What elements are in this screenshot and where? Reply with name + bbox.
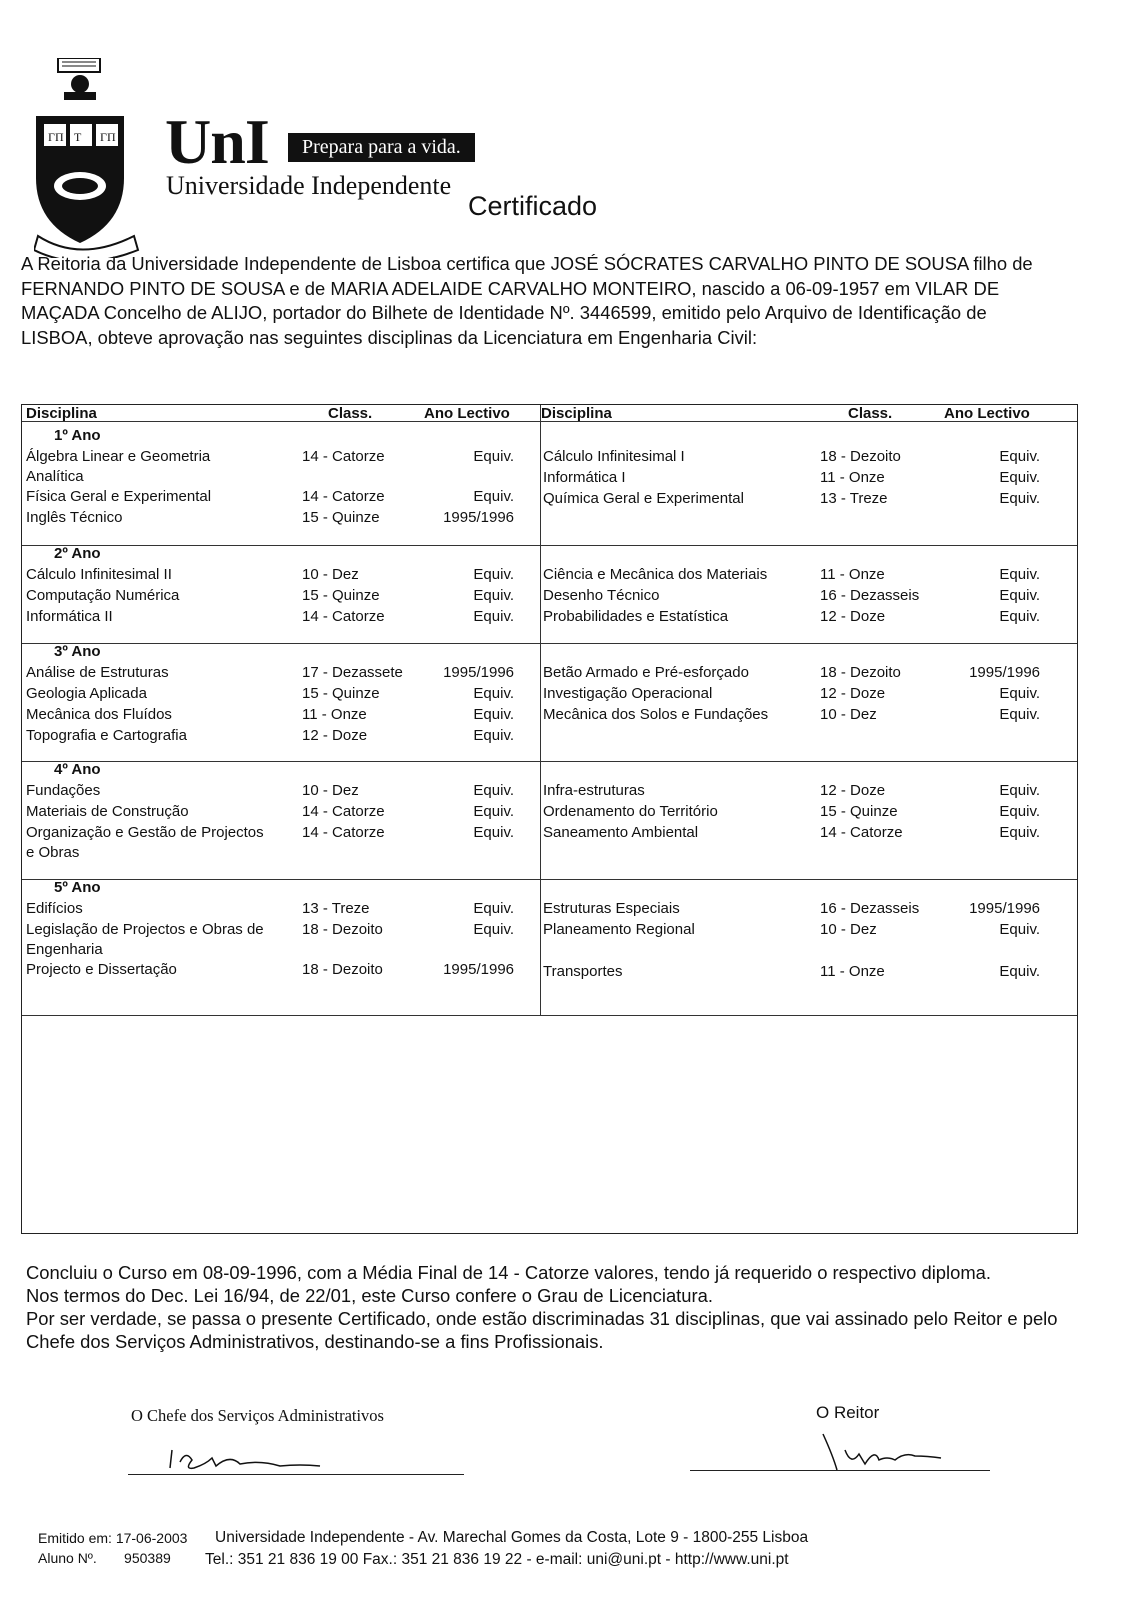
- header-class-right: Class.: [848, 405, 893, 422]
- aluno-value: 950389: [124, 1550, 171, 1566]
- discipline-grade: 14 - Catorze: [302, 824, 385, 841]
- discipline-grade: 16 - Dezasseis: [820, 900, 920, 917]
- university-address: [205, 1527, 808, 1571]
- discipline-grade: 18 - Dezoito: [820, 664, 901, 681]
- discipline-year: 1995/1996: [443, 961, 514, 978]
- discipline-grade: 18 - Dezoito: [302, 961, 383, 978]
- discipline-name: Organização e Gestão de Projectos e Obras: [26, 824, 264, 861]
- discipline-name: Inglês Técnico: [26, 509, 123, 526]
- discipline-year: 1995/1996: [969, 900, 1040, 917]
- year-divider: [22, 545, 1077, 546]
- discipline-name: Química Geral e Experimental: [543, 490, 744, 507]
- signature-line-rector: [690, 1470, 990, 1471]
- header-disciplina-right: Disciplina: [541, 405, 612, 422]
- discipline-name: Saneamento Ambiental: [543, 824, 699, 841]
- discipline-name: Mecânica dos Solos e Fundações: [543, 706, 769, 723]
- discipline-year: Equiv.: [999, 587, 1040, 604]
- discipline-year: Equiv.: [473, 448, 514, 465]
- discipline-name: Ciência e Mecânica dos Materiais: [543, 566, 768, 583]
- discipline-grade: 10 - Dez: [302, 782, 359, 799]
- discipline-year: Equiv.: [999, 490, 1040, 507]
- discipline-year: Equiv.: [999, 566, 1040, 583]
- discipline-grade: 10 - Dez: [820, 921, 877, 938]
- discipline-name: Mecânica dos Fluídos: [26, 706, 172, 723]
- discipline-year: Equiv.: [473, 803, 514, 820]
- discipline-grade: 13 - Treze: [302, 900, 370, 917]
- discipline-name: Planeamento Regional: [543, 921, 695, 938]
- grades-table: [21, 404, 1078, 1234]
- svg-text:T: T: [74, 130, 82, 144]
- discipline-year: Equiv.: [473, 706, 514, 723]
- address-line: Universidade Independente - Av. Marechal Gomes da Costa, Lote 9 - 1800-255 Lisboa: [215, 1529, 809, 1546]
- discipline-year: Equiv.: [999, 469, 1040, 486]
- discipline-grade: 12 - Doze: [820, 782, 886, 799]
- issue-info: [38, 1528, 187, 1568]
- discipline-grade: 12 - Doze: [302, 727, 368, 744]
- discipline-name: Cálculo Infinitesimal II: [26, 566, 172, 583]
- aluno-label: Aluno Nº.: [38, 1550, 97, 1566]
- discipline-grade: 11 - Onze: [820, 963, 885, 980]
- document-title: Certificado: [468, 191, 598, 221]
- discipline-name: Geologia Aplicada: [26, 685, 147, 702]
- discipline-name: Análise de Estruturas: [26, 664, 169, 681]
- discipline-grade: 15 - Quinze: [820, 803, 898, 820]
- discipline-grade: 11 - Onze: [820, 469, 885, 486]
- discipline-year: Equiv.: [473, 566, 514, 583]
- year-divider: [22, 1015, 1077, 1016]
- year-label: 3º Ano: [54, 643, 101, 660]
- svg-text:ΓΠ: ΓΠ: [48, 130, 64, 144]
- header-disciplina-left: Disciplina: [26, 405, 97, 422]
- discipline-year: Equiv.: [473, 900, 514, 917]
- year-label: 2º Ano: [54, 545, 101, 562]
- discipline-name: Cálculo Infinitesimal I: [543, 448, 685, 465]
- discipline-grade: 14 - Catorze: [302, 803, 385, 820]
- discipline-name: Computação Numérica: [26, 587, 180, 604]
- discipline-grade: 14 - Catorze: [302, 448, 385, 465]
- discipline-name: Betão Armado e Pré-esforçado: [543, 664, 749, 681]
- closing-line-2: Nos termos do Dec. Lei 16/94, de 22/01, este Curso confere o Grau de Licenciatura.: [26, 1285, 713, 1306]
- discipline-grade: 10 - Dez: [302, 566, 359, 583]
- discipline-grade: 14 - Catorze: [820, 824, 903, 841]
- discipline-grade: 15 - Quinze: [302, 685, 380, 702]
- discipline-year: Equiv.: [473, 921, 514, 938]
- contacts-line: Tel.: 351 21 836 19 00 Fax.: 351 21 836 19 22 - e-mail: uni@uni.pt - http://www.uni.pt: [205, 1551, 789, 1568]
- discipline-year: Equiv.: [473, 824, 514, 841]
- discipline-name: Probabilidades e Estatística: [543, 608, 729, 625]
- discipline-year: Equiv.: [999, 685, 1040, 702]
- year-divider: [22, 761, 1077, 762]
- brand-logo-text: UnI: [165, 106, 269, 177]
- discipline-name: Fundações: [26, 782, 101, 799]
- discipline-grade: 18 - Dezoito: [820, 448, 901, 465]
- discipline-name: Edifícios: [26, 900, 83, 917]
- discipline-year: 1995/1996: [443, 509, 514, 526]
- discipline-grade: 18 - Dezoito: [302, 921, 383, 938]
- signature-line-admin: [128, 1474, 464, 1475]
- discipline-name: Topografia e Cartografia: [26, 727, 187, 744]
- discipline-name: Transportes: [543, 963, 623, 980]
- discipline-grade: 15 - Quinze: [302, 509, 380, 526]
- header-ano-right: Ano Lectivo: [944, 405, 1030, 422]
- rector-signature-icon: [815, 1426, 955, 1476]
- tagline-banner: Prepara para a vida.: [288, 133, 475, 162]
- discipline-name: Investigação Operacional: [543, 685, 713, 702]
- discipline-grade: 16 - Dezasseis: [820, 587, 920, 604]
- discipline-grade: 12 - Doze: [820, 608, 886, 625]
- discipline-year: Equiv.: [999, 963, 1040, 980]
- year-label: 4º Ano: [54, 761, 101, 778]
- discipline-grade: 14 - Catorze: [302, 488, 385, 505]
- svg-text:ΓΠ: ΓΠ: [100, 130, 116, 144]
- discipline-year: Equiv.: [473, 488, 514, 505]
- signature-title-rector: O Reitor: [816, 1403, 880, 1422]
- year-label: 5º Ano: [54, 879, 101, 896]
- discipline-year: Equiv.: [999, 803, 1040, 820]
- discipline-year: Equiv.: [473, 685, 514, 702]
- closing-text: [26, 1261, 1066, 1353]
- discipline-grade: 11 - Onze: [302, 706, 367, 723]
- emitido-label: Emitido em:: [38, 1530, 112, 1546]
- discipline-name: Álgebra Linear e Geometria Analítica: [26, 448, 211, 485]
- discipline-year: Equiv.: [999, 782, 1040, 799]
- intro-paragraph: A Reitoria da Universidade Independente de Lisboa certifica que JOSÉ SÓCRATES CARVALHO PINTO DE SOUSA filho de FERNANDO PINTO DE SOUSA e de MARIA ADELAIDE CARVALHO MONTEIRO, nascido a 06-09-1957 em VILAR DE MAÇADA Concelho de ALIJO, portador do Bilhete de Identidade Nº. 3446599, emitido pelo Arquivo de Identificação de LISBOA, obteve aprovação nas seguintes disciplinas da Licenciatura em Engenharia Civil:: [21, 253, 1033, 348]
- discipline-name: Projecto e Dissertação: [26, 961, 177, 978]
- discipline-grade: 14 - Catorze: [302, 608, 385, 625]
- year-divider: [22, 879, 1077, 880]
- discipline-grade: 13 - Treze: [820, 490, 888, 507]
- discipline-year: Equiv.: [999, 448, 1040, 465]
- discipline-name: Física Geral e Experimental: [26, 488, 212, 505]
- discipline-year: 1995/1996: [443, 664, 514, 681]
- discipline-name: Informática I: [543, 469, 626, 486]
- discipline-year: 1995/1996: [969, 664, 1040, 681]
- discipline-name: Legislação de Projectos e Obras de Engenharia: [26, 921, 264, 958]
- university-crest-icon: [34, 58, 144, 258]
- university-name: Universidade Independente: [166, 171, 452, 200]
- discipline-grade: 12 - Doze: [820, 685, 886, 702]
- emitido-value: 17-06-2003: [115, 1530, 188, 1546]
- discipline-year: Equiv.: [999, 921, 1040, 938]
- discipline-name: Materiais de Construção: [26, 803, 189, 820]
- discipline-name: Desenho Técnico: [543, 587, 660, 604]
- closing-line-3: Por ser verdade, se passa o presente Certificado, onde estão discriminadas 31 disciplinas, que vai assinado pelo Reitor e pelo Chefe dos Serviços Administrativos, destinando-se a fins Profissionais.: [26, 1308, 1058, 1352]
- closing-line-1: Concluiu o Curso em 08-09-1996, com a Média Final de 14 - Catorze valores, tendo já requerido o respectivo diploma.: [26, 1262, 991, 1283]
- discipline-name: Estruturas Especiais: [543, 900, 680, 917]
- discipline-grade: 10 - Dez: [820, 706, 877, 723]
- discipline-grade: 11 - Onze: [820, 566, 885, 583]
- header-ano-left: Ano Lectivo: [424, 405, 510, 422]
- discipline-year: Equiv.: [473, 587, 514, 604]
- discipline-year: Equiv.: [999, 824, 1040, 841]
- discipline-year: Equiv.: [999, 706, 1040, 723]
- discipline-name: Informática II: [26, 608, 113, 625]
- discipline-year: Equiv.: [473, 608, 514, 625]
- discipline-name: Infra-estruturas: [543, 782, 645, 799]
- discipline-name: Ordenamento do Território: [543, 803, 718, 820]
- discipline-year: Equiv.: [999, 608, 1040, 625]
- header-divider: [22, 421, 1077, 422]
- year-label: 1º Ano: [54, 427, 101, 444]
- year-divider: [22, 643, 1077, 644]
- discipline-grade: 15 - Quinze: [302, 587, 380, 604]
- discipline-year: Equiv.: [473, 727, 514, 744]
- discipline-year: Equiv.: [473, 782, 514, 799]
- header-class-left: Class.: [328, 405, 373, 422]
- signature-title-admin: O Chefe dos Serviços Administrativos: [131, 1406, 384, 1425]
- discipline-grade: 17 - Dezassete: [302, 664, 403, 681]
